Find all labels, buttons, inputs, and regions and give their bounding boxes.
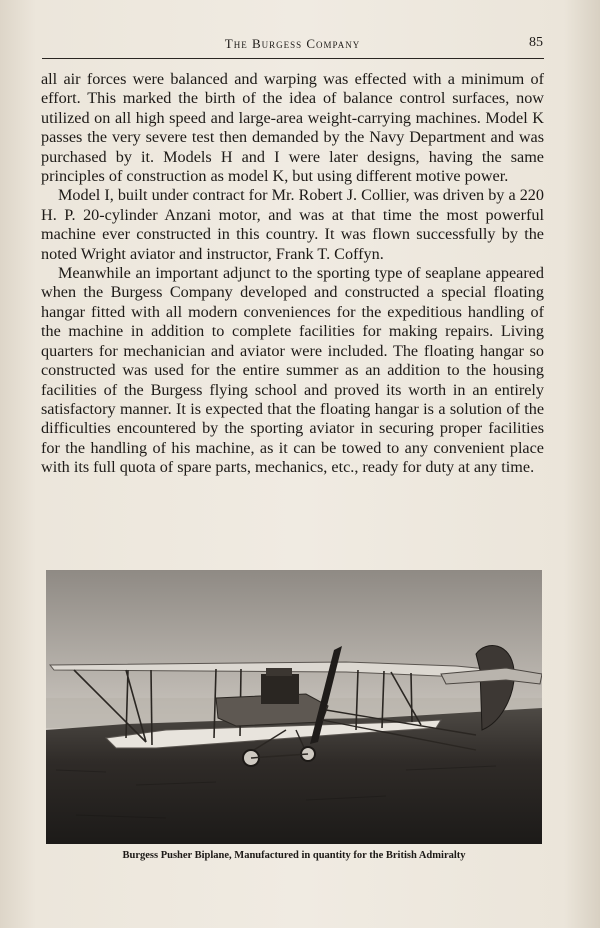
running-head bbox=[40, 36, 545, 58]
paragraph: Meanwhile an important adjunct to the sporting type of seaplane appeared when the Burgess Company developed and constructed a special floating hangar fitted with all modern conveniences for the expeditious handling of the machine in addition to complete facilities for making repairs. Living quarters for mechanician and aviator were included. The floating hangar so constructed was used for the entire summer as an addition to the housing facilities of the Burgess flying school and proved its worth in an entirely satisfactory manner. It is expected that the floating hangar is a solution of the difficulties encountered by the sporting aviator in securing proper facilities for the handling of his machine, as it can be towed to any convenient place with its full quota of spare parts, mechanics, etc., ready for duty at any time. bbox=[41, 264, 544, 477]
header-rule bbox=[42, 58, 544, 59]
running-title: The Burgess Company bbox=[224, 36, 361, 51]
paragraph: Model I, built under contract for Mr. Robert J. Collier, was driven by a 220 H. P. 20-cylinder Anzani motor, and was at that time the most powerful machine ever constructed in this country. It was flown successfully by the noted Wright aviator and instructor, Frank T. Coffyn. bbox=[41, 186, 544, 263]
page-number: 85 bbox=[529, 35, 543, 50]
paragraph: all air forces were balanced and warping was effected with a minimum of effort. This marked the birth of the idea of balance control surfaces, now utilized on all high speed and large-area weight-carrying machines. Model K passes the very severe test then demanded by the Navy Department and was purchased by it. Models H and I were later designs, having the same principles of construction as model K, but using different motive power. bbox=[41, 70, 544, 186]
biplane-photograph bbox=[46, 570, 542, 844]
body-text bbox=[41, 70, 544, 478]
figure-caption: Burgess Pusher Biplane, Manufactured in quantity for the British Admiralty bbox=[122, 850, 466, 861]
